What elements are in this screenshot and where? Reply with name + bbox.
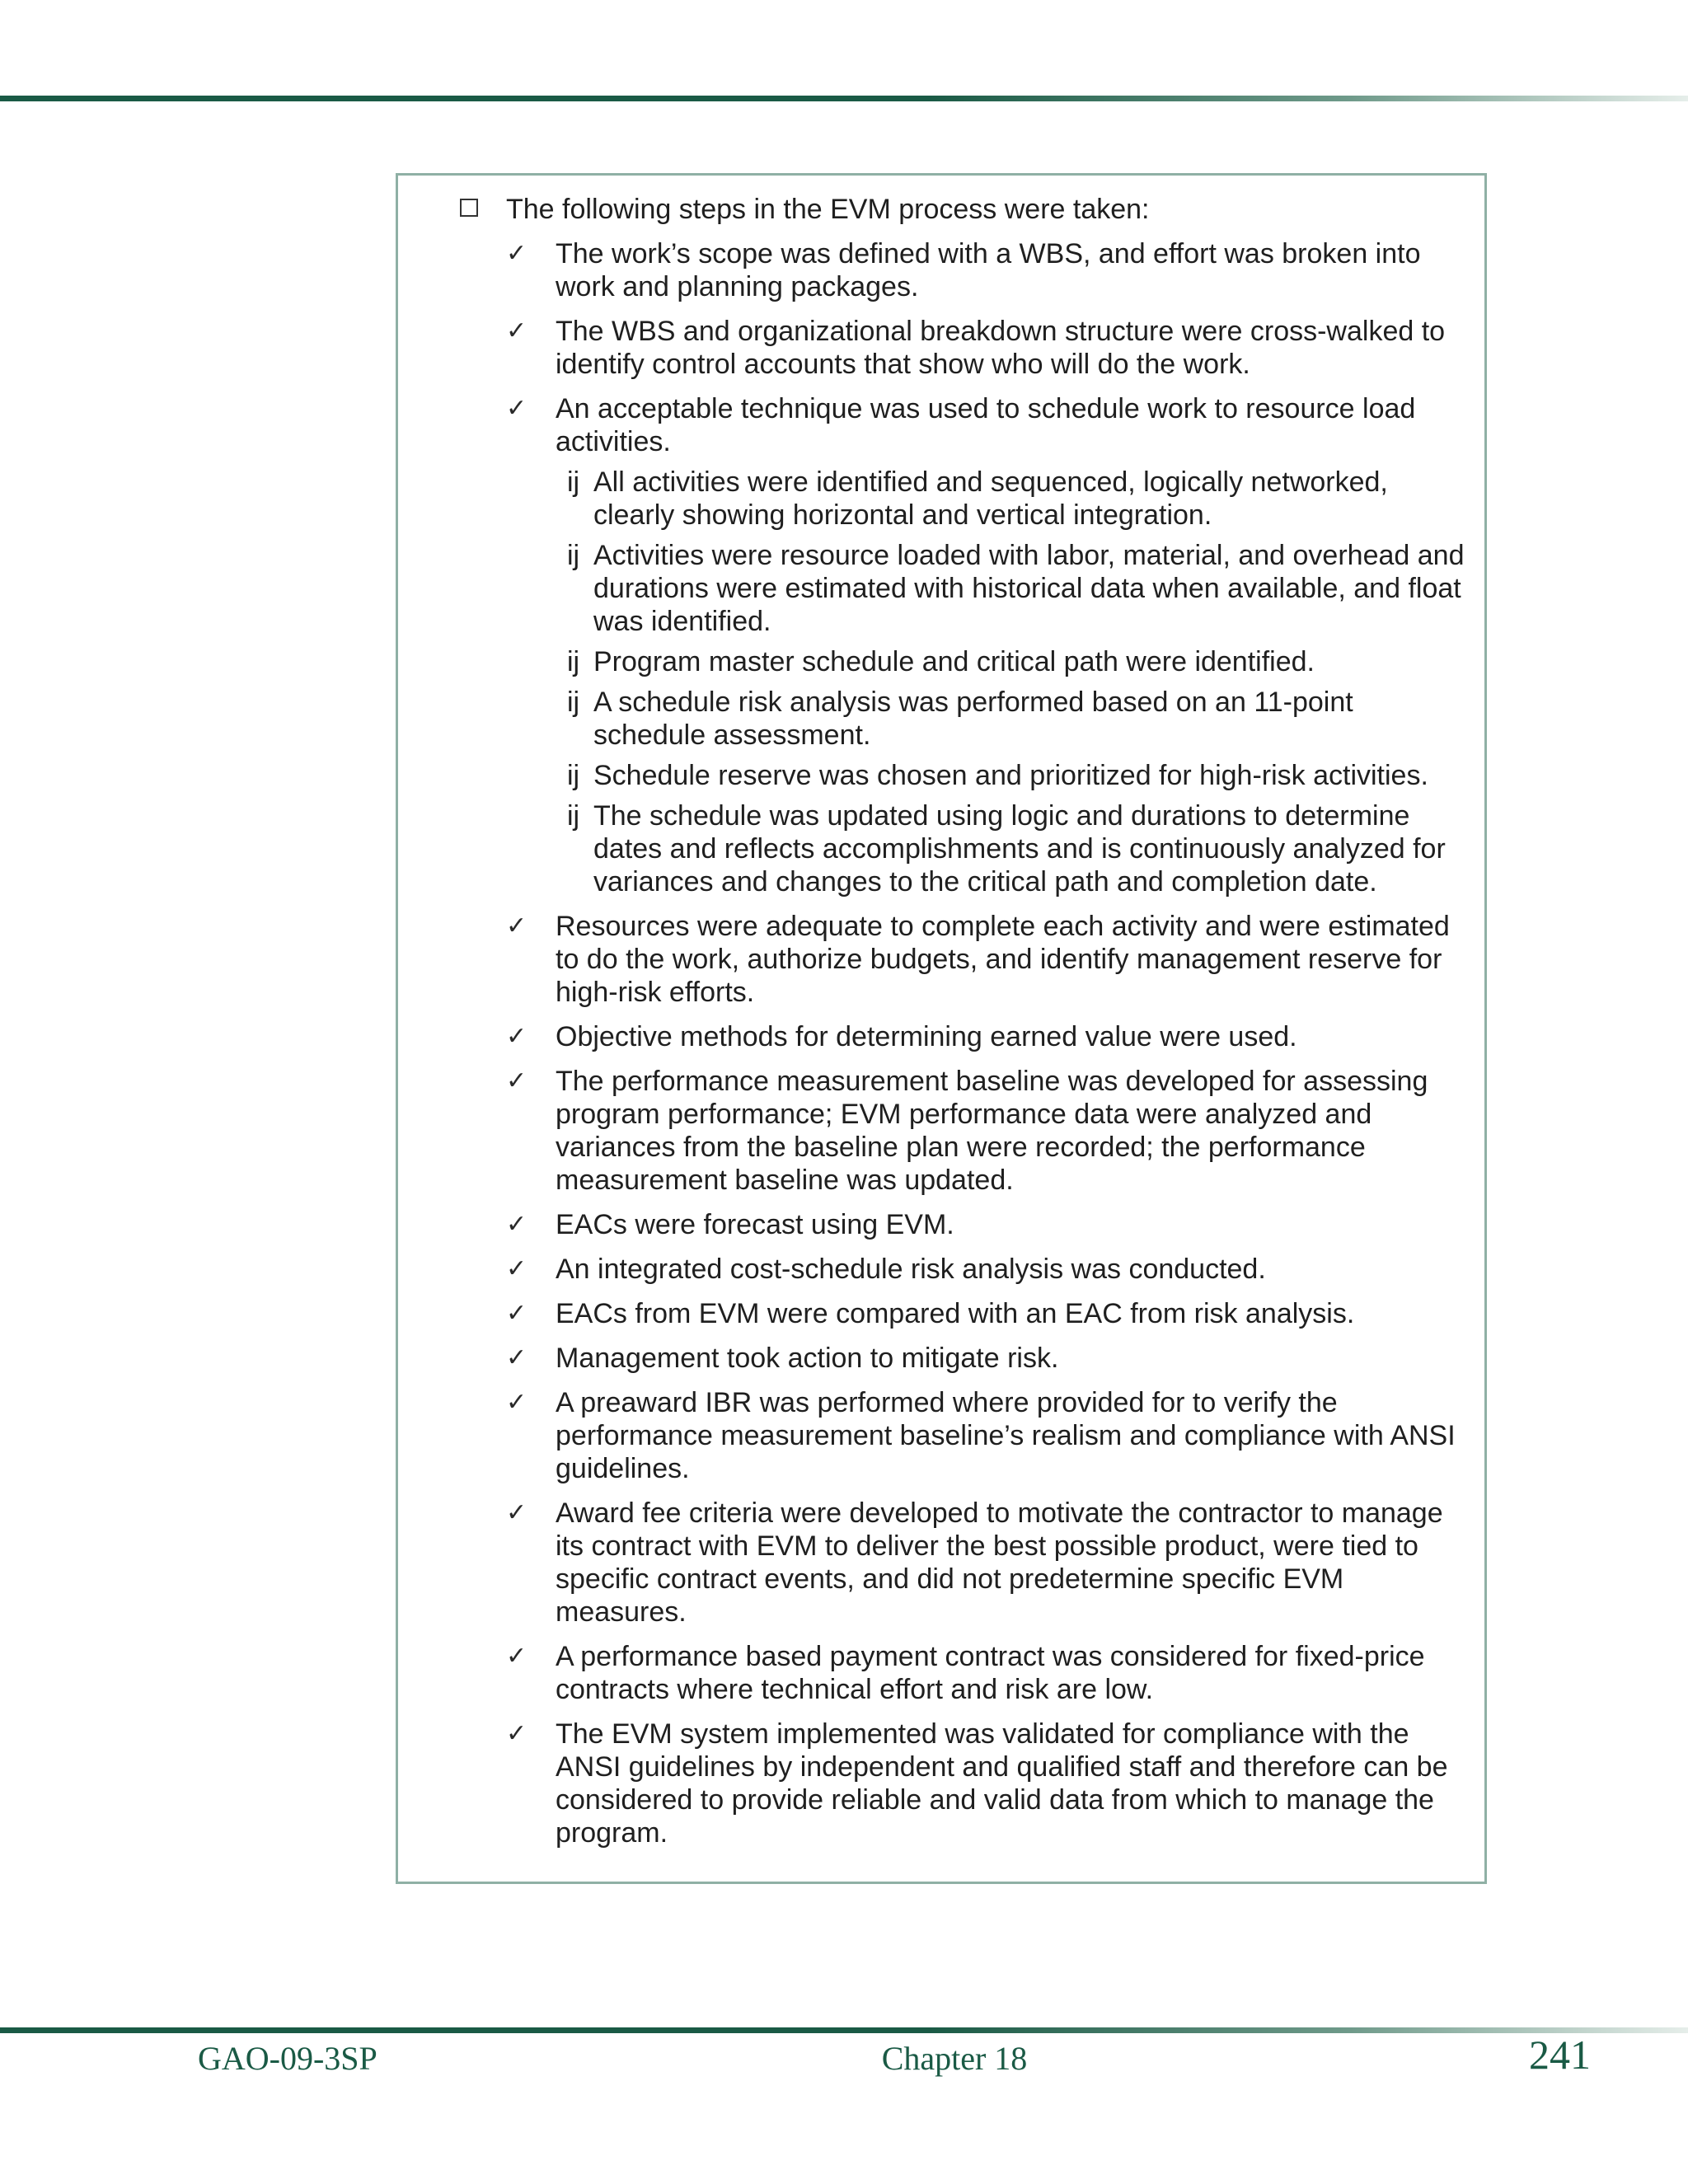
- check-mark-icon: ✓: [506, 1388, 528, 1417]
- sub-list-item: [556, 759, 1470, 792]
- list-item-text: Resources were adequate to complete each activity and were estimated to do the work, authorize budgets, and identify management reserve for high-risk efforts.: [556, 911, 1450, 1008]
- check-mark-icon: ✓: [506, 1066, 528, 1095]
- check-mark-icon: ✓: [506, 1210, 528, 1239]
- page-number: 241: [1529, 2032, 1591, 2078]
- check-mark-icon: ✓: [506, 1022, 528, 1051]
- sub-list-item: [556, 799, 1470, 898]
- sub-bullet-icon: ij: [567, 540, 580, 571]
- sub-bullet-icon: ij: [567, 760, 580, 791]
- list-item-text: A preaward IBR was performed where provided for to verify the performance measurement baseline’s realism and compliance with ANSI guidelines.: [556, 1387, 1456, 1484]
- evm-checklist: [457, 193, 1470, 1849]
- checklist-header: The following steps in the EVM process were taken:: [506, 194, 1150, 225]
- sub-list-item-text: Activities were resource loaded with labor, material, and overhead and durations were estimated with historical data when available, and float was identified.: [593, 540, 1465, 637]
- list-item-text: The WBS and organizational breakdown structure were cross-walked to identify control accounts that show who will do the work.: [556, 316, 1446, 380]
- sub-list-item-text: All activities were identified and sequenced, logically networked, clearly showing horizontal and vertical integration.: [593, 466, 1388, 531]
- check-mark-icon: ✓: [506, 1642, 528, 1671]
- check-mark-icon: ✓: [506, 316, 528, 345]
- list-item-text: The work’s scope was defined with a WBS, and effort was broken into work and planning packages.: [556, 238, 1421, 302]
- list-item: [506, 1253, 1470, 1286]
- list-item: [506, 392, 1470, 898]
- checklist-items: [506, 237, 1470, 1849]
- check-mark-icon: ✓: [506, 912, 528, 940]
- list-item-text: Award fee criteria were developed to motivate the contractor to manage its contract with EVM to deliver the best possible product, were tied to specific contract events, and did not predetermine specific EVM measures.: [556, 1497, 1443, 1628]
- sub-bullet-icon: ij: [567, 800, 580, 832]
- sub-bullet-icon: ij: [567, 646, 580, 677]
- list-item: [506, 1297, 1470, 1330]
- sub-list-item: [556, 466, 1470, 532]
- report-id: GAO-09-3SP: [198, 2040, 377, 2077]
- list-item: [506, 1718, 1470, 1849]
- check-mark-icon: ✓: [506, 1254, 528, 1283]
- sub-list-item-text: A schedule risk analysis was performed based on an 11-point schedule assessment.: [593, 687, 1353, 751]
- list-item: [506, 1386, 1470, 1485]
- check-mark-icon: ✓: [506, 239, 528, 268]
- list-item-text: EACs were forecast using EVM.: [556, 1209, 954, 1240]
- empty-checkbox-icon: [457, 199, 481, 217]
- list-item-text: The performance measurement baseline was developed for assessing program performance; EVM performance data were analyzed and variances from the baseline plan were recorded; the performance measurement baseline was updated.: [556, 1066, 1428, 1196]
- check-mark-icon: ✓: [506, 1719, 528, 1748]
- list-item: [506, 1640, 1470, 1706]
- list-item: [506, 315, 1470, 381]
- sub-bullet-icon: ij: [567, 687, 580, 718]
- list-item: [506, 910, 1470, 1009]
- sub-bullet-icon: ij: [567, 466, 580, 498]
- header-rule: [0, 96, 1688, 101]
- check-mark-icon: ✓: [506, 1343, 528, 1372]
- list-item: [506, 1342, 1470, 1375]
- chapter-label: Chapter 18: [881, 2040, 1028, 2077]
- checklist-header-item: [457, 193, 1470, 226]
- list-item-text: Objective methods for determining earned value were used.: [556, 1021, 1297, 1052]
- list-item-text: Management took action to mitigate risk.: [556, 1343, 1059, 1374]
- sub-list-item-text: Program master schedule and critical path were identified.: [593, 646, 1315, 677]
- list-item-text: An acceptable technique was used to schedule work to resource load activities.: [556, 393, 1416, 457]
- list-item: [506, 1065, 1470, 1197]
- list-item-text: The EVM system implemented was validated for compliance with the ANSI guidelines by independent and qualified staff and therefore can be considered to provide reliable and valid data from which to manage the program.: [556, 1718, 1448, 1849]
- check-mark-icon: ✓: [506, 1498, 528, 1527]
- sub-list-item: [556, 539, 1470, 638]
- list-item: [506, 237, 1470, 303]
- schedule-subitems: [556, 466, 1470, 898]
- list-item: [506, 1208, 1470, 1241]
- check-mark-icon: ✓: [506, 1299, 528, 1328]
- sub-list-item: [556, 686, 1470, 752]
- sub-list-item-text: Schedule reserve was chosen and prioritized for high-risk activities.: [593, 760, 1428, 791]
- list-item: [506, 1497, 1470, 1629]
- list-item-text: EACs from EVM were compared with an EAC from risk analysis.: [556, 1298, 1355, 1329]
- list-item-text: A performance based payment contract was considered for fixed-price contracts where technical effort and risk are low.: [556, 1641, 1425, 1705]
- sub-list-item-text: The schedule was updated using logic and durations to determine dates and reflects accomplishments and is continuously analyzed for variances and changes to the critical path and completion date.: [593, 800, 1446, 898]
- check-mark-icon: ✓: [506, 394, 528, 423]
- list-item-text: An integrated cost-schedule risk analysis was conducted.: [556, 1254, 1266, 1285]
- list-item: [506, 1020, 1470, 1053]
- footer-rule: [0, 2027, 1688, 2033]
- sub-list-item: [556, 645, 1470, 678]
